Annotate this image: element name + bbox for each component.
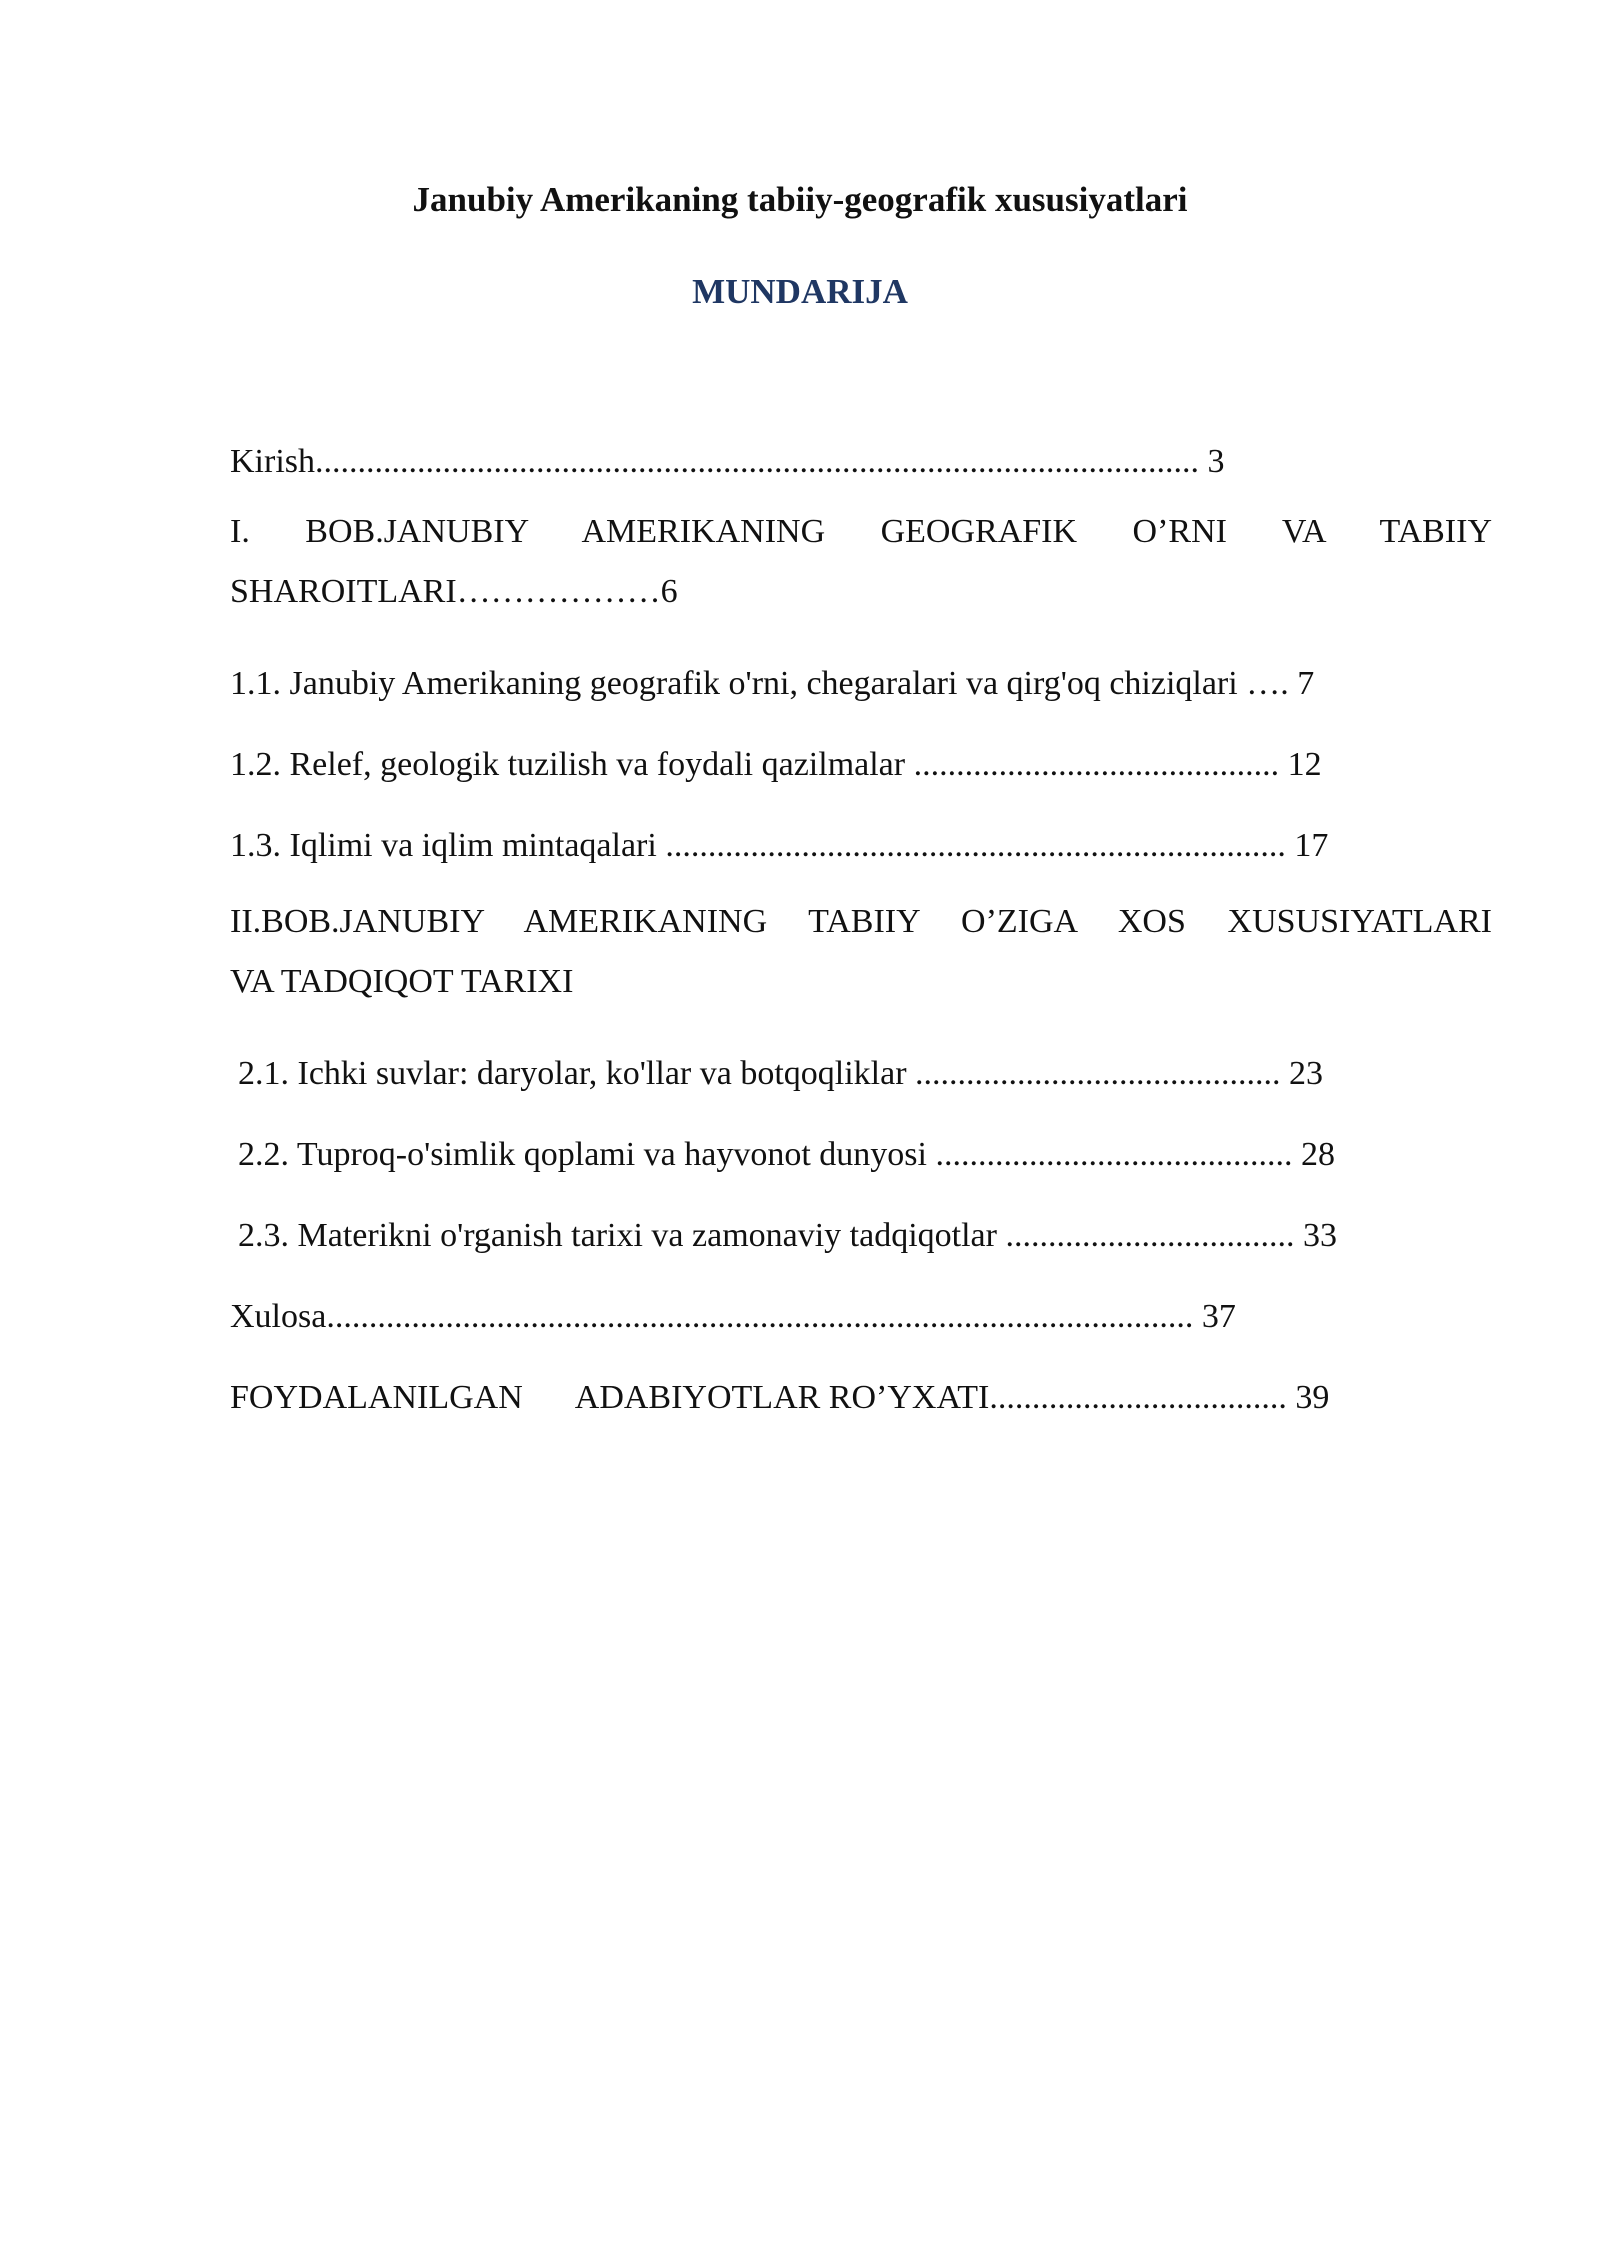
toc-entry-label: 1.1. Janubiy Amerikaning geografik o'rni, chegaralari va qirg'oq chiziqlari ….: [230, 665, 1289, 702]
toc-entry-label-line1: II.BOB.JANUBIY AMERIKANING TABIIY O’ZIGA XOS XUSUSIYATLARI: [230, 903, 1492, 940]
toc-entry-leader: ........................................................................................................: [315, 443, 1199, 480]
toc-entry-leader: ..........................................: [935, 1136, 1293, 1173]
toc-entry-leader: .........................................................................: [665, 827, 1286, 864]
toc-entry-leader: ...................................: [989, 1379, 1287, 1416]
toc-entry-label: Xulosa: [230, 1298, 327, 1335]
toc-entry-page: 39: [1295, 1379, 1330, 1416]
toc-entry-page: 23: [1289, 1055, 1324, 1092]
toc-entry-2-1[interactable]: [230, 1052, 1492, 1096]
toc-entry-2-2[interactable]: [230, 1133, 1492, 1177]
toc-entry-label-line2: VA TADQIQOT TARIXI: [230, 963, 574, 1000]
toc-entry-xulosa[interactable]: [230, 1295, 1492, 1339]
toc-entry-label-part2: ADABIYOTLAR RO’YXATI: [574, 1379, 990, 1416]
toc-entry-1-2[interactable]: [230, 743, 1492, 787]
toc-entry-1-3[interactable]: [230, 824, 1492, 868]
toc-entry-kirish[interactable]: [230, 440, 1492, 484]
toc-entry-chapter-1[interactable]: [230, 500, 1492, 622]
toc-entry-label-part1: FOYDALANILGAN: [230, 1379, 523, 1416]
toc-heading: MUNDARIJA: [692, 272, 908, 311]
toc-entry-label: 2.1. Ichki suvlar: daryolar, ko'llar va botqoqliklar: [238, 1055, 907, 1092]
toc-entry-chapter-2[interactable]: [230, 890, 1492, 1012]
toc-entry-label: 1.3. Iqlimi va iqlim mintaqalari: [230, 827, 657, 864]
toc-entry-page: 33: [1302, 1217, 1337, 1254]
toc-entry-label: 2.3. Materikni o'rganish tarixi va zamonaviy tadqiqotlar: [238, 1217, 997, 1254]
toc-entry-leader: ...........................................: [915, 1055, 1281, 1092]
document-title: Janubiy Amerikaning tabiiy-geografik xususiyatlari: [412, 180, 1188, 219]
toc-entry-page: 37: [1201, 1298, 1236, 1335]
toc-entry-label: 2.2. Tuproq-o'simlik qoplami va hayvonot dunyosi: [238, 1136, 927, 1173]
toc-entry-leader: ..................................: [1005, 1217, 1295, 1254]
toc-entry-label: Kirish: [230, 443, 315, 480]
toc-entry-page: 12: [1287, 746, 1322, 783]
toc-entry-1-1[interactable]: [230, 662, 1492, 706]
toc-entry-label-line2-wrap: [230, 562, 1492, 622]
toc-entry-page: 7: [1297, 665, 1315, 702]
toc-entry-leader: ...........................................: [913, 746, 1280, 783]
toc-entry-label: 1.2. Relef, geologik tuzilish va foydali qazilmalar: [230, 746, 906, 783]
toc-entry-leader: ......................................................................................................: [326, 1298, 1194, 1335]
toc-entry-label-line2: SHAROITLARI………………: [230, 573, 661, 610]
toc-entry-label-line1: I. BOB.JANUBIY AMERIKANING GEOGRAFIK O’RNI VA TABIIY: [230, 513, 1492, 550]
toc-entry-page: 3: [1207, 443, 1225, 480]
toc-entry-2-3[interactable]: [230, 1214, 1492, 1258]
toc-entry-page: 28: [1300, 1136, 1335, 1173]
toc-entry-page: 6: [660, 573, 678, 610]
toc-entry-page: 17: [1294, 827, 1329, 864]
toc-entry-references[interactable]: [230, 1376, 1492, 1420]
